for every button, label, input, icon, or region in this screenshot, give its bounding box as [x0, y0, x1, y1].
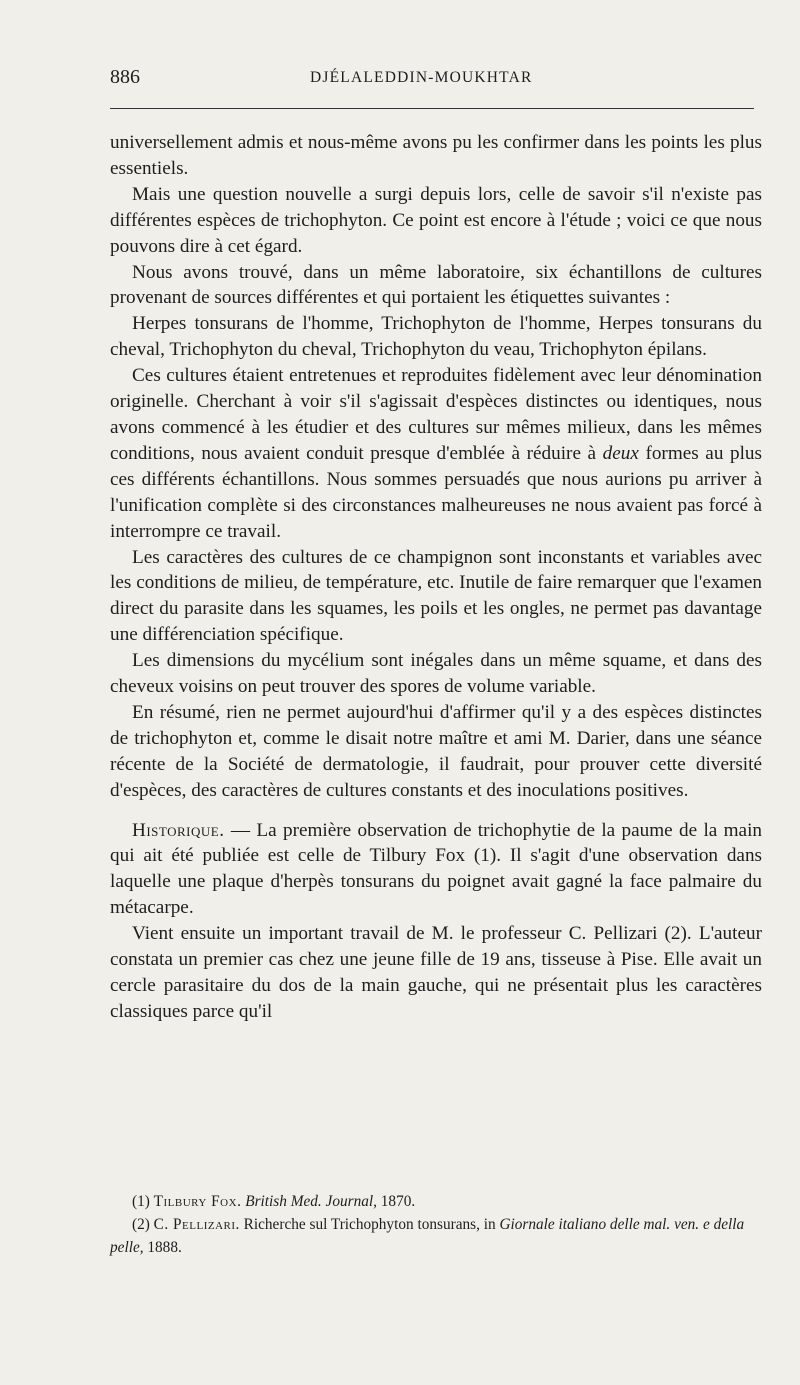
- body-text: [110, 130, 762, 1025]
- footnote-journal: Giornale italiano delle mal. ven. e della pelle,: [110, 1216, 745, 1256]
- paragraph-5: [110, 363, 762, 544]
- paragraph-5-start: Ces cultures étaient entretenues et reproduites fidèlement avec leur dénomination originelle. Cherchant à voir s'il s'agissait d'espèces distinctes ou identiques, nous avons commencé à les étudier et des cultures sur mêmes milieux, dans les mêmes conditions, nous avaient conduit presque d'emblée à réduire à: [110, 365, 762, 464]
- paragraph-5-end: formes au plus ces différents échantillons. Nous sommes persuadés que nous aurions pu arriver à l'unification complète si des circonstances malheureuses ne nous avaient pas forcé à interrompre ce travail.: [110, 442, 762, 542]
- header-rule: [110, 108, 754, 109]
- footnote-marker: (2): [132, 1216, 150, 1233]
- paragraph-7: Les dimensions du mycélium sont inégales dans un même squame, et dans des cheveux voisins on peut trouver des spores de volume variable.: [110, 650, 762, 698]
- footnote-year: 1870.: [376, 1193, 416, 1210]
- footnote-journal: British Med. Journal,: [245, 1193, 377, 1210]
- paragraph-6: Les caractères des cultures de ce champignon sont inconstants et variables avec les conditions de milieu, de température, etc. Inutile de faire remarquer que l'examen direct du parasite dans les squames, les poils et les ongles, ne permet pas davantage une différenciation spécifique.: [110, 546, 762, 646]
- page-number: 886: [110, 66, 140, 88]
- paragraph-4: Herpes tonsurans de l'homme, Trichophyton de l'homme, Herpes tonsurans du cheval, Trichophyton du cheval, Trichophyton du veau, Trichophyton épilans.: [110, 313, 762, 361]
- footnote-author: Tilbury Fox.: [153, 1193, 242, 1210]
- footnote-2: [110, 1213, 762, 1259]
- emphasis-deux: deux: [602, 442, 639, 464]
- footnote-marker: (1): [132, 1193, 150, 1210]
- paragraph-1: universellement admis et nous-même avons pu les confirmer dans les points les plus essentiels.: [110, 132, 762, 179]
- footnote-1: [110, 1190, 762, 1213]
- paragraph-historique: [110, 818, 762, 922]
- section-heading: Historique.: [132, 819, 225, 841]
- paragraph-2: Mais une question nouvelle a surgi depuis lors, celle de savoir s'il n'existe pas différentes espèces de trichophyton. Ce point est encore à l'étude ; voici ce que nous pouvons dire à cet égard.: [110, 183, 762, 257]
- paragraph-8: En résumé, rien ne permet aujourd'hui d'affirmer qu'il y a des espèces distinctes de trichophyton et, comme le disait notre maître et ami M. Darier, dans une séance récente de la Société de dermatologie, il faudrait, pour prouver cette diversité d'espèces, des caractères de cultures constants et des inoculations positives.: [110, 701, 762, 801]
- paragraph-10: Vient ensuite un important travail de M. le professeur C. Pellizari (2). L'auteur constata un premier cas chez une jeune fille de 19 ans, tisseuse à Pise. Elle avait un cercle parasitaire du dos de la main gauche, qui ne présentait plus les caractères classiques parce qu'il: [110, 923, 762, 1022]
- paragraph-historique-text: — La première observation de trichophytie de la paume de la main qui ait été publiée est celle de Tilbury Fox (1). Il s'agit d'une observation dans laquelle une plaque d'herpès tonsurans du poignet avait gagné la face palmaire du métacarpe.: [110, 819, 762, 919]
- footnotes: [110, 1190, 762, 1259]
- running-head: [110, 66, 760, 96]
- footnote-text: Richerche sul Trichophyton tonsurans, in: [239, 1216, 500, 1233]
- footnote-year: 1888.: [143, 1239, 182, 1256]
- paragraph-3: Nous avons trouvé, dans un même laboratoire, six échantillons de cultures provenant de sources différentes et qui portaient les étiquettes suivantes :: [110, 261, 762, 309]
- running-title: DJÉLALEDDIN-MOUKHTAR: [310, 69, 533, 86]
- footnote-author: C. Pellizari.: [153, 1216, 240, 1233]
